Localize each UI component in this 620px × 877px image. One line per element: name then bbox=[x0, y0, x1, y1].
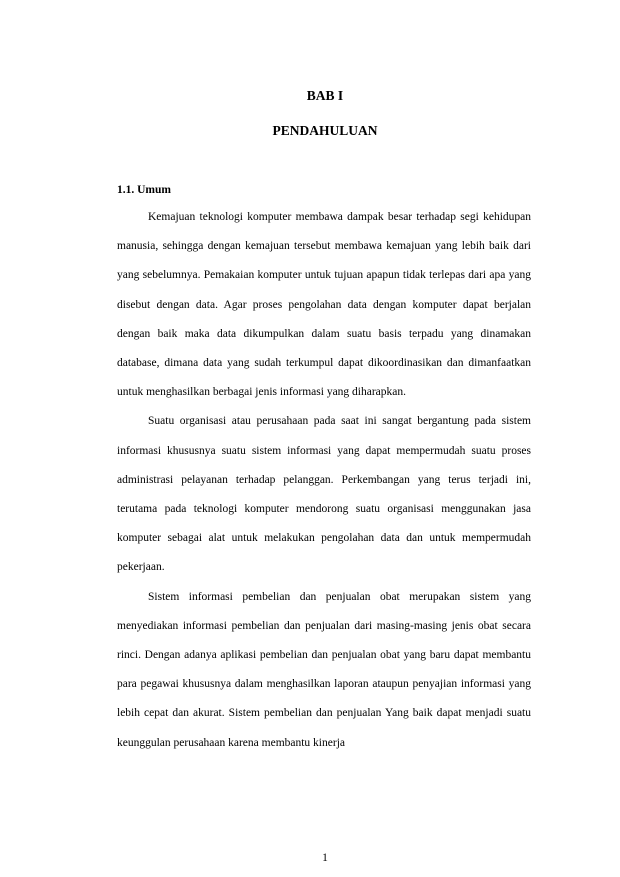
page-number: 1 bbox=[322, 852, 328, 864]
body-text bbox=[117, 203, 531, 758]
paragraph: Kemajuan teknologi komputer membawa dampak besar terhadap segi kehidupan manusia, sehingga dengan kemajuan tersebut membawa kemajuan yang lebih baik dari yang sebelumnya. Pemakaian komputer untuk tujuan apapun tidak terlepas dari apa yang disebut dengan data. Agar proses pengolahan data dengan komputer dapat berjalan dengan baik maka data dikumpulkan dalam suatu basis terpadu yang dinamakan database, dimana data yang sudah terkumpul dapat dikoordinasikan dan dimanfaatkan untuk menghasilkan berbagai jenis informasi yang diharapkan. bbox=[117, 211, 531, 399]
paragraph: Sistem informasi pembelian dan penjualan obat merupakan sistem yang menyediakan informasi pembelian dan penjualan dari masing-masing jenis obat secara rinci. Dengan adanya aplikasi pembelian dan penjualan obat yang baru dapat membantu para pegawai khususnya dalam menghasilkan laporan ataupun penyajian informasi yang lebih cepat dan akurat. Sistem pembelian dan penjualan Yang baik dapat menjadi suatu keunggulan perusahaan karena membantu kinerja bbox=[117, 590, 531, 749]
paragraph: Suatu organisasi atau perusahaan pada saat ini sangat bergantung pada sistem informasi khususnya suatu sistem informasi yang dapat mempermudah suatu proses administrasi pelayanan terhadap pelanggan. Perkembangan yang terus terjadi ini, terutama pada teknologi komputer mendorong suatu organisasi menggunakan jasa komputer sebagai alat untuk melakukan pengolahan data dan untuk mempermudah pekerjaan. bbox=[117, 415, 531, 574]
chapter-number: BAB I bbox=[306, 88, 344, 103]
section-heading: 1.1. Umum bbox=[117, 184, 171, 196]
chapter-title: PENDAHULUAN bbox=[272, 123, 378, 138]
